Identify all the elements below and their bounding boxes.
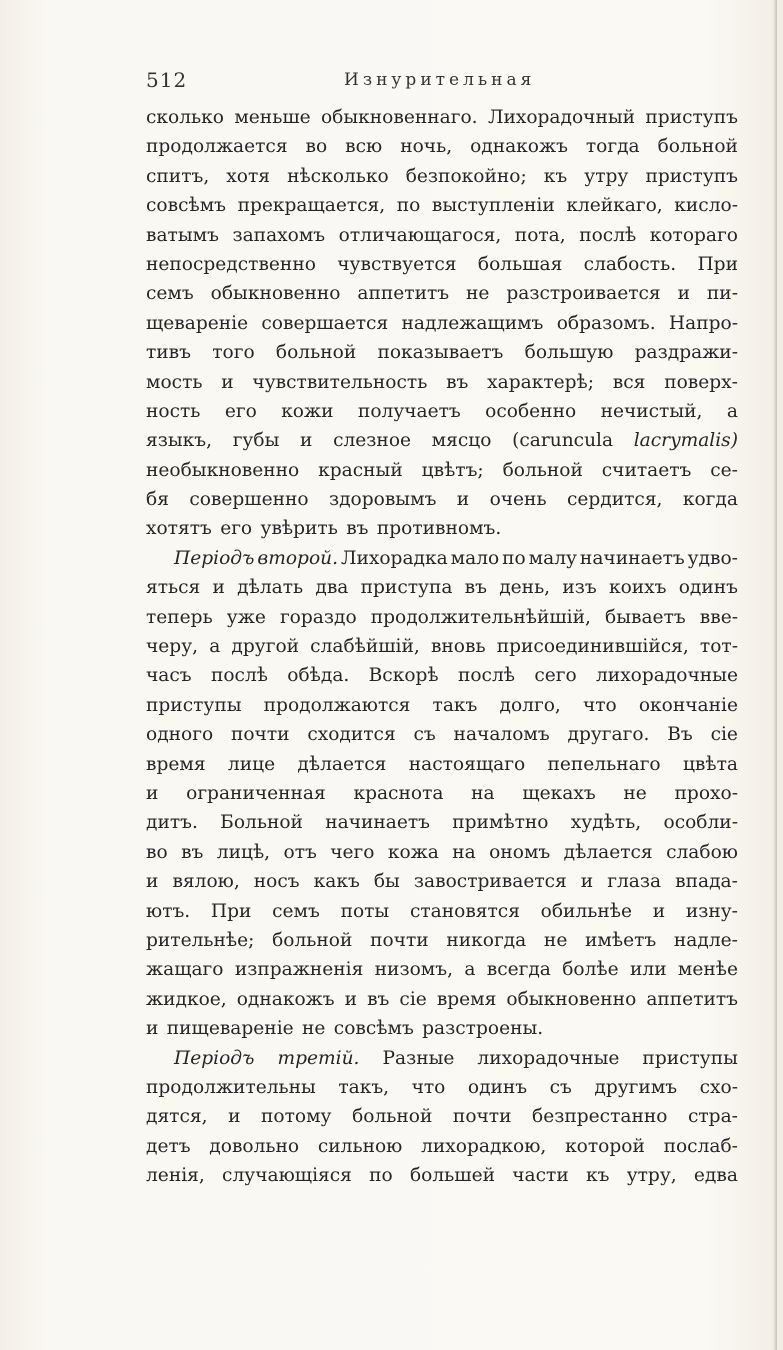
word: щекахъ [522, 782, 596, 804]
word: не [543, 929, 568, 951]
word: продолжительны [146, 1076, 316, 1098]
word: большую [524, 342, 614, 364]
word: продолжительнѣйшій, [370, 606, 591, 628]
text-line [146, 750, 738, 779]
word: время [436, 988, 497, 1010]
text-line [146, 426, 738, 455]
word: другаго. [567, 724, 650, 746]
word: цвѣта [682, 753, 738, 775]
word: лихорадкою, [421, 1135, 547, 1157]
word: къ [543, 165, 568, 187]
word: день, [499, 577, 551, 599]
word: показываетъ [377, 342, 504, 364]
word: аппетитъ [646, 988, 738, 1010]
word: приступа [360, 577, 453, 599]
word: сего [534, 665, 577, 687]
word: вся [612, 371, 646, 393]
word: больной [272, 929, 353, 951]
word: кисло- [674, 195, 738, 217]
text-line [146, 808, 738, 837]
page-number: 512 [146, 68, 188, 92]
word: долго, [499, 694, 561, 716]
word: образомъ. [556, 312, 656, 334]
word: второй. [257, 547, 339, 569]
word: и [212, 577, 225, 599]
word: сколько [146, 107, 224, 128]
word: гораздо [279, 606, 357, 628]
word: изпражненія [234, 959, 364, 981]
word: приступы [146, 694, 242, 716]
word: совсѣмъ [146, 195, 226, 217]
word: низомъ, [374, 959, 453, 981]
word: надлежащимъ [401, 312, 544, 334]
word: началомъ [453, 724, 550, 746]
word: бя [146, 489, 169, 511]
word: бы [373, 871, 400, 893]
word: ономъ [489, 841, 551, 863]
word: особли- [663, 812, 738, 834]
word: краснота [353, 782, 444, 804]
word: дѣлается [297, 753, 387, 775]
word: прекращается, [237, 195, 386, 217]
word: здоровымъ [328, 489, 437, 511]
word: когда [682, 489, 738, 511]
word: другимъ [594, 1076, 678, 1098]
word: а [209, 636, 221, 658]
word: стра- [687, 1106, 738, 1128]
word: черу, [146, 636, 199, 658]
text-line [146, 368, 738, 397]
text-line [146, 573, 738, 602]
word: и [146, 782, 159, 804]
word: кожи [281, 400, 334, 422]
word: однакожъ [236, 988, 335, 1010]
word: характерѣ; [487, 371, 595, 393]
word: выступленіи [431, 195, 555, 217]
word: Вскорѣ [368, 665, 439, 687]
word: такъ, [338, 1076, 390, 1098]
word: настоящаго [408, 753, 526, 775]
word: слабѣйшій, [310, 636, 420, 658]
word: послѣ [210, 665, 268, 687]
word: считаетъ [601, 459, 692, 481]
word: становятся [409, 900, 520, 922]
word: по [396, 195, 421, 217]
word: вялою, [172, 871, 240, 893]
word: случающіяся [222, 1165, 352, 1187]
word: на [471, 782, 495, 804]
word: увѣрить [260, 518, 338, 540]
word: не [466, 283, 490, 305]
word: въ [181, 841, 204, 863]
word: продолжается [146, 136, 288, 158]
word: носъ [253, 871, 300, 893]
word: чувствительность [252, 371, 428, 393]
word: больной [275, 342, 357, 364]
word: въ [446, 371, 469, 393]
word: и [146, 1018, 159, 1040]
word: не [302, 1018, 326, 1040]
word: чего [330, 841, 375, 863]
word: глаза [607, 871, 662, 893]
text-line [146, 1073, 738, 1102]
word: поты [340, 900, 390, 922]
word: къ [585, 1165, 610, 1187]
word: чувствуется [337, 253, 457, 275]
word: отличающагося, [338, 224, 502, 246]
word: что [582, 694, 617, 716]
word: послаб- [663, 1135, 738, 1157]
word: окончаніе [638, 694, 738, 716]
body-text [146, 103, 738, 1190]
word: вве- [699, 606, 738, 628]
word: пота, [514, 224, 566, 246]
word: во [305, 136, 328, 158]
word: начинаетъ [579, 547, 685, 569]
word: больной [657, 136, 738, 158]
word: довольно [209, 1135, 300, 1157]
word: вновь [430, 636, 486, 658]
word: бываетъ [605, 606, 686, 628]
word: сердится, [566, 489, 663, 511]
text-line [146, 838, 738, 867]
word: ность [146, 400, 201, 422]
word: что [411, 1076, 446, 1098]
word: и [652, 900, 666, 922]
word: нечистый, [600, 400, 703, 422]
word: поверх- [664, 371, 738, 393]
text-line [146, 867, 738, 896]
word: яться [146, 577, 201, 599]
text-line [146, 338, 738, 367]
word: безпрестанно [532, 1106, 668, 1128]
word: спитъ, [146, 165, 210, 187]
word: менѣе [677, 959, 738, 981]
word: раздражи- [634, 342, 738, 364]
word: худѣть, [570, 812, 642, 834]
word: жидкое, [146, 988, 227, 1010]
text-line [146, 603, 738, 632]
word: семъ [272, 900, 320, 922]
text-line [146, 191, 738, 220]
word: почти [370, 929, 429, 951]
word: послѣ [579, 224, 637, 246]
word: сильною [317, 1135, 403, 1157]
word: тивъ [146, 342, 191, 364]
word: прохо- [674, 782, 738, 804]
word: дитъ. [146, 812, 198, 834]
word: съ [549, 1076, 572, 1098]
word: lacrymalis) [633, 430, 738, 452]
word: почти [452, 1106, 512, 1128]
word: дѣлается [563, 841, 653, 863]
word: съ [413, 724, 436, 746]
word: совсѣмъ [333, 1018, 414, 1040]
word: тот- [699, 636, 738, 658]
word: малу [528, 547, 577, 569]
word: приступъ [645, 165, 738, 187]
running-title: Изнурительная [344, 70, 536, 90]
word: меньше [234, 107, 311, 128]
word: больной [502, 459, 583, 481]
text-line [146, 132, 738, 161]
word: никогда [446, 929, 527, 951]
word: сходится [307, 724, 396, 746]
word: впада- [675, 871, 738, 893]
text-line [146, 1014, 738, 1043]
word: отъ [283, 841, 317, 863]
text-line [146, 162, 738, 191]
word: его [220, 518, 253, 540]
word: по [369, 1165, 393, 1187]
word: губы [232, 430, 280, 452]
word: рительнѣе; [146, 929, 255, 951]
word: кожа [387, 841, 439, 863]
word: пи- [706, 283, 738, 305]
word: изъ [562, 577, 597, 599]
word: въ [464, 577, 487, 599]
word: непосредственно [146, 253, 316, 275]
word: ютъ. [146, 900, 191, 922]
word: болѣе [562, 959, 619, 981]
word: сіе [710, 724, 738, 746]
page-edge-shadow [773, 0, 777, 1350]
word: такъ [432, 694, 478, 716]
word: слабою [666, 841, 738, 863]
word: приступы [642, 1047, 738, 1069]
word: однакожъ [470, 136, 568, 158]
word: лихорадочные [477, 1047, 620, 1069]
text-line [146, 1161, 738, 1190]
word: того [212, 342, 255, 364]
word: красный [318, 459, 403, 481]
text-line [146, 544, 738, 573]
text-line [146, 1044, 738, 1073]
word: удво- [687, 547, 738, 569]
word: се- [710, 459, 738, 481]
text-line [146, 309, 738, 338]
word: щевареніе [146, 312, 249, 334]
word: цвѣтъ; [421, 459, 484, 481]
word: Лихорадочный [487, 107, 636, 128]
word: безпокойно; [405, 165, 527, 187]
word: Больной [220, 812, 303, 834]
word: Въ [667, 724, 693, 746]
word: надле- [673, 929, 738, 951]
text-line [146, 926, 738, 955]
word: и [456, 489, 470, 511]
text-line [146, 1132, 738, 1161]
word: При [210, 900, 252, 922]
word: обыкновенно [210, 283, 341, 305]
word: мало [450, 547, 500, 569]
word: хотятъ [146, 518, 212, 540]
word: обильнѣе [540, 900, 632, 922]
word: одного [146, 724, 214, 746]
word: всегда [486, 959, 551, 981]
text-line [146, 221, 738, 250]
word: Періодъ [174, 1047, 255, 1069]
word: хотя [226, 165, 270, 187]
word: почти [230, 724, 290, 746]
word: языкъ, [146, 430, 213, 452]
text-line [146, 103, 738, 132]
word: изну- [685, 900, 738, 922]
word: Періодъ [174, 547, 255, 569]
word: нѣсколько [287, 165, 389, 187]
word: утру, [626, 1165, 677, 1187]
word: тогда [585, 136, 640, 158]
word: дѣлать [237, 577, 304, 599]
word: ватымъ [146, 224, 219, 246]
word: большая [477, 253, 563, 275]
word: и [228, 1106, 241, 1128]
text-line [146, 779, 738, 808]
word: совершенно [189, 489, 309, 511]
word: и [146, 871, 159, 893]
word: и [580, 871, 594, 893]
word: его [224, 400, 257, 422]
word: а [726, 400, 738, 422]
word: семъ [146, 283, 194, 305]
word: дятся, [146, 1106, 208, 1128]
page-header [146, 68, 746, 98]
word: и [677, 283, 690, 305]
text-line [146, 897, 738, 926]
word: коихъ [608, 577, 667, 599]
word: въ [346, 518, 369, 540]
word: схо- [699, 1076, 738, 1098]
text-line [146, 985, 738, 1014]
word: другой [231, 636, 300, 658]
word: которой [565, 1135, 645, 1157]
word: (caruncula [512, 430, 614, 452]
word: и [344, 988, 358, 1010]
word: особенно [485, 400, 577, 422]
word: Лихорадка [340, 547, 448, 569]
word: третій. [277, 1047, 360, 1069]
word: При [697, 253, 738, 275]
word: ограниченная [186, 782, 326, 804]
text-line [146, 1102, 738, 1131]
word: необыкновенно [146, 459, 300, 481]
word: не [623, 782, 647, 804]
word: обыкновеннаго. [320, 107, 478, 128]
word: примѣтно [452, 812, 549, 834]
word: послѣ [457, 665, 515, 687]
word: слабость. [583, 253, 677, 275]
text-line [146, 661, 738, 690]
word: какъ [313, 871, 360, 893]
text-line [146, 955, 738, 984]
word: получаетъ [357, 400, 461, 422]
word: пищевареніе [166, 1018, 294, 1040]
word: Напро- [668, 312, 738, 334]
word: и [221, 371, 234, 393]
word: части [512, 1165, 569, 1187]
word: а [464, 959, 476, 981]
word: начинаетъ [325, 812, 430, 834]
word: мость [146, 371, 203, 393]
text-line [146, 250, 738, 279]
word: завостривается [413, 871, 567, 893]
word: едва [693, 1165, 738, 1187]
word: обѣда. [287, 665, 350, 687]
word: потому [261, 1106, 332, 1128]
word: одинъ [467, 1076, 528, 1098]
word: разстроены. [422, 1018, 544, 1040]
word: жащаго [146, 959, 224, 981]
word: противномъ. [376, 518, 502, 540]
text-line [146, 632, 738, 661]
word: лице [227, 753, 276, 775]
word: часъ [146, 665, 192, 687]
word: ленія, [146, 1165, 205, 1187]
text-line [146, 456, 738, 485]
word: утру [584, 165, 629, 187]
word: котораго [649, 224, 738, 246]
word: одинъ [678, 577, 738, 599]
word: ночь, [400, 136, 453, 158]
text-line [146, 397, 738, 426]
text-line [146, 691, 738, 720]
text-line [146, 720, 738, 749]
word: и [300, 430, 313, 452]
word: очень [489, 489, 547, 511]
word: слезное [333, 430, 412, 452]
text-line [146, 514, 738, 543]
word: детъ [146, 1135, 191, 1157]
word: присоединившійся, [496, 636, 689, 658]
word: аппетитъ [357, 283, 450, 305]
word: обыкновенно [506, 988, 637, 1010]
word: или [629, 959, 667, 981]
text-line [146, 279, 738, 308]
word: лихорадочные [595, 665, 738, 687]
word: больной [352, 1106, 433, 1128]
word: пепельнаго [547, 753, 661, 775]
word: Разные [382, 1047, 455, 1069]
word: имѣетъ [585, 929, 657, 951]
word: запахомъ [232, 224, 326, 246]
word: разстроивается [506, 283, 661, 305]
word: продолжаются [263, 694, 411, 716]
word: клейкаго, [566, 195, 663, 217]
word: приступъ [645, 107, 738, 128]
word: сіе [399, 988, 427, 1010]
word: большей [409, 1165, 495, 1187]
word: по [502, 547, 526, 569]
word: всю [345, 136, 383, 158]
word: теперь [146, 606, 213, 628]
word: уже [226, 606, 266, 628]
word: во [146, 841, 168, 863]
word: въ [367, 988, 390, 1010]
word: мясцо [431, 430, 492, 452]
text-line [146, 485, 738, 514]
word: лицѣ, [216, 841, 271, 863]
word: два [315, 577, 349, 599]
word: время [146, 753, 206, 775]
word: совершается [261, 312, 389, 334]
word: на [452, 841, 476, 863]
